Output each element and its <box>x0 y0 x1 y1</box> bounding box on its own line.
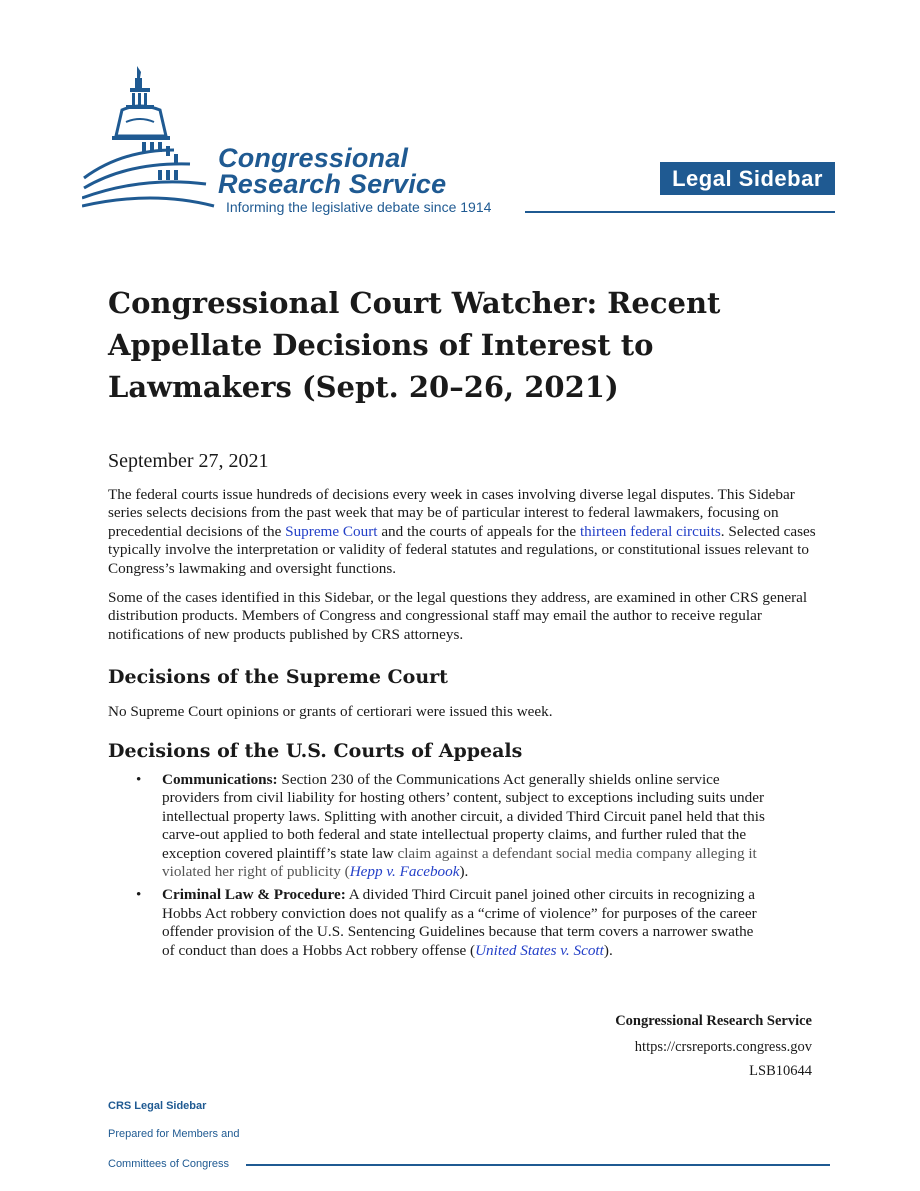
footer-prepared: Prepared for Members and <box>108 1128 240 1140</box>
item-text-gray: claim against a defendant social media company alleging it violated her right of publicity ( <box>162 844 757 881</box>
supreme-court-text: No Supreme Court opinions or grants of certiorari were issued this week. <box>108 703 553 720</box>
footer-report-id: LSB10644 <box>749 1063 812 1079</box>
footer-org: Congressional Research Service <box>615 1013 812 1029</box>
thirteen-circuits-link[interactable]: thirteen federal circuits <box>579 522 721 540</box>
case-link-hepp[interactable]: Hepp v. Facebook <box>349 863 460 881</box>
item-label: Communications: <box>162 771 278 788</box>
intro-paragraph-1 <box>108 486 820 578</box>
appeals-heading: Decisions of the U.S. Courts of Appeals <box>108 740 523 762</box>
capitol-dome-icon <box>82 66 222 216</box>
intro-text: . Selected cases typically involve the interpretation or validity of federal statutes and regulations, or constitutional issues relevant to Congress’s lawmaking and oversight functions. <box>108 522 816 577</box>
supreme-court-link[interactable]: Supreme Court <box>285 522 378 540</box>
org-tagline: Informing the legislative debate since 1914 <box>226 199 492 215</box>
page-title: Congressional Court Watcher: Recent Appellate Decisions of Interest to Lawmakers (Sept. 20–26, 2021) <box>108 286 721 404</box>
case-link-scott[interactable]: United States v. Scott <box>475 941 604 959</box>
intro-paragraph-2: Some of the cases identified in this Sidebar, or the legal questions they address, are examined in other CRS general distribution products. Members of Congress and congressional staff may email the author to receive regular notifications of new products published by CRS attorneys. <box>108 589 808 643</box>
footer-rule <box>246 1164 830 1166</box>
org-name-line1: Congressional <box>218 143 409 173</box>
org-name <box>218 145 446 197</box>
item-text-end: ). <box>459 863 469 881</box>
intro-text: The federal courts issue hundreds of decisions every week in cases involving diverse legal disputes. This Sidebar series selects decisions from the past week that may be of particular interest to federal lawmakers, focusing on precedential decisions of the <box>108 486 795 540</box>
list-item <box>108 771 768 881</box>
bullet-icon: • <box>136 771 142 788</box>
footer-url[interactable]: https://crsreports.congress.gov <box>634 1039 812 1055</box>
supreme-court-heading: Decisions of the Supreme Court <box>108 666 448 688</box>
intro-text: and the courts of appeals for the <box>377 522 580 540</box>
item-label: Criminal Law & Procedure: <box>162 886 346 904</box>
footer-committees: Committees of Congress <box>108 1158 230 1170</box>
footer-series: CRS Legal Sidebar <box>108 1100 207 1112</box>
appeals-list <box>108 771 768 965</box>
legal-sidebar-badge: Legal Sidebar <box>660 162 835 195</box>
list-item <box>108 886 768 960</box>
publication-date: September 27, 2021 <box>108 450 269 472</box>
item-text-end: ). <box>603 941 613 959</box>
item-text: A divided Third Circuit panel joined other circuits in recognizing a Hobbs Act robbery conviction does not qualify as a “crime of violence” for purposes of the career offender provision of the U.S. Sentencing Guidelines because that term covers a narrower swathe of conduct than does a Hobbs Act robbery offense ( <box>162 886 757 959</box>
header-rule <box>525 211 835 213</box>
org-name-line2: Research Service <box>218 169 447 199</box>
item-text: Section 230 of the Communications Act generally shields online service providers from civil liability for hosting others’ content, subject to exceptions including suits under intellectual property laws. Splitting with another circuit, a divided Third Circuit panel held that this carve-out applied to both federal and state intellectual property claims, and further ruled that the exception covered plaintiff’s state law <box>162 771 765 862</box>
bullet-icon: • <box>136 886 142 904</box>
